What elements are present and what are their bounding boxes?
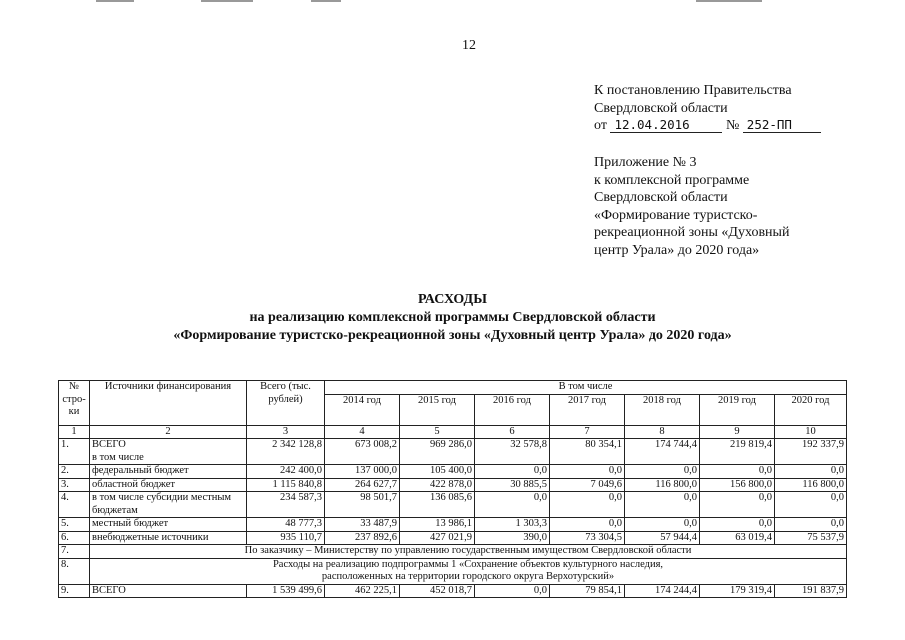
year-value: 73 304,5 xyxy=(550,531,625,545)
year-value: 1 303,3 xyxy=(475,518,550,532)
year-value: 0,0 xyxy=(550,518,625,532)
row-number: 6. xyxy=(59,531,90,545)
row-number: 5. xyxy=(59,518,90,532)
resolution-reference xyxy=(594,82,821,135)
year-value: 156 800,0 xyxy=(700,478,775,492)
year-value: 0,0 xyxy=(550,492,625,518)
appendix-note xyxy=(594,154,789,259)
year-value: 462 225,1 xyxy=(325,584,400,598)
customer-section-title: По заказчику – Министерству по управлению государственным имуществом Свердловской области xyxy=(90,545,847,559)
table-row-section xyxy=(59,558,847,584)
row-number: 8. xyxy=(59,558,90,584)
table-row xyxy=(59,465,847,479)
header-year: 2018 год xyxy=(625,394,700,425)
column-number: 5 xyxy=(400,425,475,439)
year-value: 452 018,7 xyxy=(400,584,475,598)
subprogram-title-line: Расходы на реализацию подпрограммы 1 «Сохранение объектов культурного наследия, xyxy=(272,558,664,570)
year-value: 179 319,4 xyxy=(700,584,775,598)
year-value: 0,0 xyxy=(475,465,550,479)
source-name: местный бюджет xyxy=(90,518,247,532)
source-name xyxy=(90,439,247,465)
table-row xyxy=(59,584,847,598)
header-year: 2015 год xyxy=(400,394,475,425)
document-subtitle: на реализацию комплексной программы Свердловской области xyxy=(249,310,656,325)
year-value: 33 487,9 xyxy=(325,518,400,532)
table-header-row xyxy=(59,381,847,395)
year-value: 75 537,9 xyxy=(775,531,847,545)
appendix-line: Приложение № 3 xyxy=(594,155,697,170)
column-number: 3 xyxy=(247,425,325,439)
column-number: 2 xyxy=(90,425,247,439)
year-value: 7 049,6 xyxy=(550,478,625,492)
total-value: 242 400,0 xyxy=(247,465,325,479)
total-value: 2 342 128,8 xyxy=(247,439,325,465)
year-value: 0,0 xyxy=(625,465,700,479)
column-number-row xyxy=(59,425,847,439)
year-value: 32 578,8 xyxy=(475,439,550,465)
year-value: 192 337,9 xyxy=(775,439,847,465)
source-name: федеральный бюджет xyxy=(90,465,247,479)
table-row xyxy=(59,478,847,492)
source-name: внебюджетные источники xyxy=(90,531,247,545)
year-value: 57 944,4 xyxy=(625,531,700,545)
year-value: 79 854,1 xyxy=(550,584,625,598)
year-value: 30 885,5 xyxy=(475,478,550,492)
table-row xyxy=(59,439,847,465)
page-number: 12 xyxy=(462,38,476,53)
expenses-table xyxy=(58,380,847,598)
column-number: 7 xyxy=(550,425,625,439)
table-row-section xyxy=(59,545,847,559)
year-value: 0,0 xyxy=(625,518,700,532)
subprogram-section-title xyxy=(90,558,847,584)
appendix-line: «Формирование туристско- xyxy=(594,207,758,223)
source-name: областной бюджет xyxy=(90,478,247,492)
column-number: 9 xyxy=(700,425,775,439)
column-number: 4 xyxy=(325,425,400,439)
source-name: ВСЕГО xyxy=(90,584,247,598)
appendix-line: рекреационной зоны «Духовный xyxy=(594,225,790,240)
year-value: 0,0 xyxy=(700,518,775,532)
header-year: 2014 год xyxy=(325,394,400,425)
year-value: 0,0 xyxy=(700,492,775,518)
year-value: 0,0 xyxy=(475,492,550,518)
from-prefix: от xyxy=(594,118,607,133)
column-number: 6 xyxy=(475,425,550,439)
year-value: 0,0 xyxy=(475,584,550,598)
year-value: 969 286,0 xyxy=(400,439,475,465)
year-value: 0,0 xyxy=(775,492,847,518)
header-year: 2020 год xyxy=(775,394,847,425)
header-row-number: № стро-ки xyxy=(59,381,90,426)
year-value: 136 085,6 xyxy=(400,492,475,518)
table-row xyxy=(59,518,847,532)
total-value: 48 777,3 xyxy=(247,518,325,532)
row-number: 2. xyxy=(59,465,90,479)
year-value: 0,0 xyxy=(625,492,700,518)
header-year: 2016 год xyxy=(475,394,550,425)
total-value: 935 110,7 xyxy=(247,531,325,545)
year-value: 237 892,6 xyxy=(325,531,400,545)
source-name: в том числе субсидии местным бюджетам xyxy=(90,492,247,518)
year-value: 13 986,1 xyxy=(400,518,475,532)
appendix-line: Свердловской области xyxy=(594,190,728,205)
header-total: Всего (тыс. рублей) xyxy=(247,381,325,426)
year-value: 98 501,7 xyxy=(325,492,400,518)
year-value: 673 008,2 xyxy=(325,439,400,465)
year-value: 105 400,0 xyxy=(400,465,475,479)
year-value: 191 837,9 xyxy=(775,584,847,598)
year-value: 174 744,4 xyxy=(625,439,700,465)
column-number: 1 xyxy=(59,425,90,439)
year-value: 264 627,7 xyxy=(325,478,400,492)
document-title: РАСХОДЫ xyxy=(418,292,487,307)
row-number: 1. xyxy=(59,439,90,465)
appendix-line: к комплексной программе xyxy=(594,172,750,188)
header-including: В том числе xyxy=(325,381,847,395)
year-value: 116 800,0 xyxy=(775,478,847,492)
table-row xyxy=(59,531,847,545)
year-value: 116 800,0 xyxy=(625,478,700,492)
year-value: 63 019,4 xyxy=(700,531,775,545)
row-number: 4. xyxy=(59,492,90,518)
row-number: 9. xyxy=(59,584,90,598)
program-name: «Формирование туристско-рекреационной зоны «Духовный центр Урала» до 2020 года» xyxy=(173,328,732,343)
column-number: 10 xyxy=(775,425,847,439)
year-value: 0,0 xyxy=(775,465,847,479)
table-row xyxy=(59,492,847,518)
year-value: 219 819,4 xyxy=(700,439,775,465)
column-number: 8 xyxy=(625,425,700,439)
year-value: 422 878,0 xyxy=(400,478,475,492)
row-number: 3. xyxy=(59,478,90,492)
resolution-date-line xyxy=(594,117,821,135)
year-value: 0,0 xyxy=(550,465,625,479)
resolution-date: 12.04.2016 xyxy=(610,117,722,133)
year-value: 0,0 xyxy=(700,465,775,479)
header-source: Источники финансирования xyxy=(90,381,247,426)
total-value: 1 115 840,8 xyxy=(247,478,325,492)
year-value: 80 354,1 xyxy=(550,439,625,465)
header-year: 2017 год xyxy=(550,394,625,425)
header-line-2: Свердловской области xyxy=(594,100,728,116)
source-name-text: ВСЕГО xyxy=(92,439,126,450)
source-subtext: в том числе xyxy=(92,451,144,463)
number-prefix: № xyxy=(725,118,740,133)
subprogram-title-line: расположенных на территории городского округа Верхотурский» xyxy=(321,571,615,582)
year-value: 0,0 xyxy=(775,518,847,532)
year-value: 427 021,9 xyxy=(400,531,475,545)
year-value: 390,0 xyxy=(475,531,550,545)
appendix-line: центр Урала» до 2020 года» xyxy=(594,242,760,258)
total-value: 1 539 499,6 xyxy=(247,584,325,598)
year-value: 174 244,4 xyxy=(625,584,700,598)
header-year: 2019 год xyxy=(700,394,775,425)
header-line-1: К постановлению Правительства xyxy=(594,83,792,98)
total-value: 234 587,3 xyxy=(247,492,325,518)
resolution-number: 252-ПП xyxy=(743,117,821,133)
scan-top-marks xyxy=(96,0,816,3)
year-value: 137 000,0 xyxy=(325,465,400,479)
row-number: 7. xyxy=(59,545,90,559)
